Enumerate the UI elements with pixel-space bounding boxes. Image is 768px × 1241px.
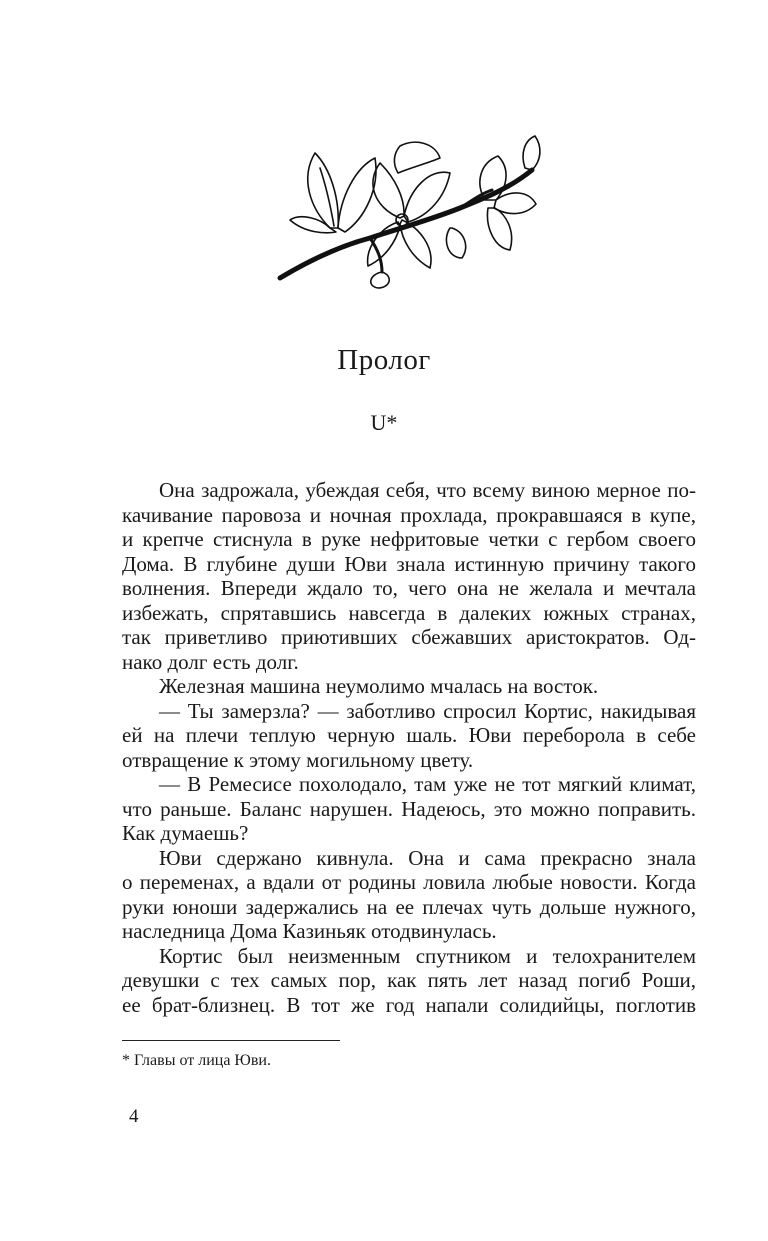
- text-line: девушки с тех самых пор, как пять лет назад погиб Роши,: [122, 968, 696, 992]
- text-line: — Ты замерзла? — заботливо спросил Кортис, накидывая: [159, 698, 696, 723]
- text-line: качивание паровоза и ночная прохлада, прокравшаяся в купе,: [122, 502, 696, 527]
- text-line: нако долг есть долг.: [122, 649, 299, 674]
- text-line: наследница Дома Казиньяк отодвинулась.: [122, 919, 497, 943]
- text-line: так приветливо приютивших сбежавших аристократов. Од-: [122, 625, 696, 649]
- text-line: Дома. В глубине души Юви знала истинную причину такого: [122, 551, 696, 576]
- text-line: Как думаешь?: [122, 821, 249, 845]
- text-line: о переменах, а вдали от родины ловила любые новости. Когда: [122, 870, 696, 894]
- text-line: что раньше. Баланс нарушен. Надеюсь, это можно поправить.: [122, 796, 696, 821]
- chapter-subtitle: U*: [370, 410, 398, 435]
- text-line: Она задрожала, убеждая себя, что всему виною мерное по-: [159, 478, 696, 502]
- text-line: и крепче стиснула в руке нефритовые четки с гербом своего: [122, 527, 696, 551]
- text-line: — В Ремесисе похолодало, там уже не тот мягкий климат,: [159, 772, 696, 796]
- text-line: волнения. Впереди ждало то, чего она не желала и мечтала: [122, 576, 696, 600]
- text-line: Юви сдержано кивнула. Она и сама прекрасно знала: [159, 845, 696, 870]
- text-line: избежать, спрятавшись навсегда в далеких южных странах,: [122, 600, 696, 625]
- text-line: руки юноши задержались на ее плечах чуть дольше нужного,: [122, 894, 696, 919]
- text-line: отвращение к этому могильному цвету.: [122, 747, 474, 772]
- chapter-body-text: [122, 478, 696, 1017]
- footnote-divider: [122, 1040, 340, 1041]
- text-line: ей на плечи теплую черную шаль. Юви переборола в себе: [122, 723, 696, 747]
- text-line: Кортис был неизменным спутником и телохранителем: [159, 943, 696, 968]
- page-number: 4: [129, 1106, 139, 1127]
- text-line: Железная машина неумолимо мчалась на восток.: [159, 674, 599, 698]
- chapter-title: Пролог: [337, 344, 431, 376]
- text-line: ее брат-близнец. В тот же год напали солидийцы, поглотив: [122, 992, 696, 1017]
- footnote: * Главы от лица Юви.: [122, 1052, 271, 1069]
- magnolia-branch-illustration: [270, 128, 550, 290]
